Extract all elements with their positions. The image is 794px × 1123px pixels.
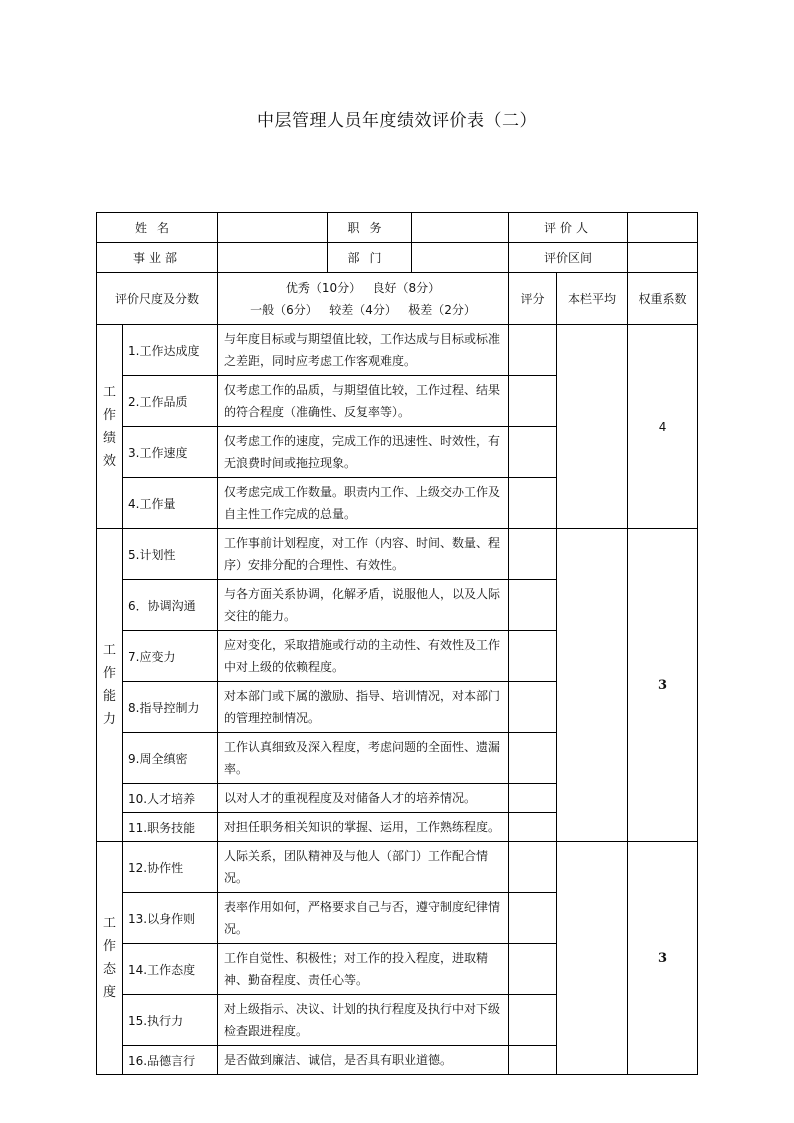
period-field[interactable] <box>628 243 698 273</box>
item-name: 3.工作速度 <box>123 427 218 478</box>
item-name: 5.计划性 <box>123 529 218 580</box>
item-name: 9.周全缜密 <box>123 733 218 784</box>
name-label: 姓名 <box>97 213 218 243</box>
score-field[interactable] <box>509 893 557 944</box>
item-description: 仅考虑完成工作数量。职责内工作、上级交办工作及自主性工作完成的总量。 <box>218 478 509 529</box>
item-description: 仅考虑工作的速度，完成工作的迅速性、时效性，有无浪费时间或拖拉现象。 <box>218 427 509 478</box>
category-average-field[interactable] <box>557 529 628 842</box>
score-field[interactable] <box>509 995 557 1046</box>
item-name: 2.工作品质 <box>123 376 218 427</box>
category-weight: 3 <box>628 529 698 842</box>
division-field[interactable] <box>218 243 328 273</box>
score-field[interactable] <box>509 813 557 842</box>
item-name: 11.职务技能 <box>123 813 218 842</box>
item-name: 13.以身作则 <box>123 893 218 944</box>
avg-label: 本栏平均 <box>557 273 628 325</box>
item-name: 7.应变力 <box>123 631 218 682</box>
evaluator-label: 评价人 <box>509 213 628 243</box>
score-label: 评分 <box>509 273 557 325</box>
item-description: 与各方面关系协调，化解矛盾，说服他人，以及人际交往的能力。 <box>218 580 509 631</box>
weight-label: 权重系数 <box>628 273 698 325</box>
item-name: 12.协作性 <box>123 842 218 893</box>
evaluation-form <box>96 212 698 1075</box>
item-name: 1.工作达成度 <box>123 325 218 376</box>
header-row-2 <box>97 243 698 273</box>
item-description: 表率作用如何，严格要求自己与否，遵守制度纪律情况。 <box>218 893 509 944</box>
evaluator-field[interactable] <box>628 213 698 243</box>
score-field[interactable] <box>509 325 557 376</box>
item-description: 以对人才的重视程度及对储备人才的培养情况。 <box>218 784 509 813</box>
position-label: 职务 <box>328 213 412 243</box>
scale-label: 评价尺度及分数 <box>97 273 218 325</box>
item-description: 工作自觉性、积极性；对工作的投入程度，进取精神、勤奋程度、责任心等。 <box>218 944 509 995</box>
scale-line-1: 优秀（10分） 良好（8分） <box>285 280 441 295</box>
item-row <box>97 325 698 376</box>
department-label: 部门 <box>328 243 412 273</box>
category-name: 工作能力 <box>102 643 116 727</box>
score-field[interactable] <box>509 529 557 580</box>
category-average-field[interactable] <box>557 325 628 529</box>
item-description: 工作认真细致及深入程度，考虑问题的全面性、遗漏率。 <box>218 733 509 784</box>
category-name: 工作绩效 <box>102 384 116 469</box>
position-field[interactable] <box>412 213 509 243</box>
score-field[interactable] <box>509 842 557 893</box>
item-description: 仅考虑工作的品质，与期望值比较，工作过程、结果的符合程度（准确性、反复率等）。 <box>218 376 509 427</box>
category-average-field[interactable] <box>557 842 628 1075</box>
item-description: 是否做到廉洁、诚信，是否具有职业道德。 <box>218 1046 509 1075</box>
score-field[interactable] <box>509 682 557 733</box>
item-row <box>97 842 698 893</box>
department-field[interactable] <box>412 243 509 273</box>
category-label <box>97 529 123 842</box>
category-weight: 4 <box>628 325 698 529</box>
item-description: 对本部门或下属的激励、指导、培训情况，对本部门的管理控制情况。 <box>218 682 509 733</box>
item-name: 8.指导控制力 <box>123 682 218 733</box>
scale-line-2: 一般（6分） 较差（4分） 极差（2分） <box>250 302 476 317</box>
score-field[interactable] <box>509 376 557 427</box>
item-description: 与年度目标或与期望值比较，工作达成与目标或标准之差距，同时应考虑工作客观难度。 <box>218 325 509 376</box>
score-field[interactable] <box>509 427 557 478</box>
division-label: 事业部 <box>97 243 218 273</box>
score-field[interactable] <box>509 1046 557 1075</box>
category-name: 工作态度 <box>102 916 116 1000</box>
score-field[interactable] <box>509 478 557 529</box>
item-description: 人际关系，团队精神及与他人（部门）工作配合情况。 <box>218 842 509 893</box>
header-row-1 <box>97 213 698 243</box>
item-description: 工作事前计划程度，对工作（内容、时间、数量、程序）安排分配的合理性、有效性。 <box>218 529 509 580</box>
item-description: 应对变化，采取措施或行动的主动性、有效性及工作中对上级的依赖程度。 <box>218 631 509 682</box>
page-title: 中层管理人员年度绩效评价表（二） <box>257 111 537 131</box>
scale-description <box>218 273 509 325</box>
item-row <box>97 529 698 580</box>
name-field[interactable] <box>218 213 328 243</box>
score-field[interactable] <box>509 631 557 682</box>
item-name: 4.工作量 <box>123 478 218 529</box>
item-name: 16.品德言行 <box>123 1046 218 1075</box>
score-field[interactable] <box>509 733 557 784</box>
item-description: 对担任职务相关知识的掌握、运用，工作熟练程度。 <box>218 813 509 842</box>
category-weight: 3 <box>628 842 698 1075</box>
item-description: 对上级指示、决议、计划的执行程度及执行中对下级检查跟进程度。 <box>218 995 509 1046</box>
score-field[interactable] <box>509 944 557 995</box>
item-name: 6．协调沟通 <box>123 580 218 631</box>
score-field[interactable] <box>509 580 557 631</box>
period-label: 评价区间 <box>509 243 628 273</box>
category-label <box>97 842 123 1075</box>
score-field[interactable] <box>509 784 557 813</box>
item-name: 10.人才培养 <box>123 784 218 813</box>
category-label <box>97 325 123 529</box>
item-name: 15.执行力 <box>123 995 218 1046</box>
scale-row <box>97 273 698 325</box>
item-name: 14.工作态度 <box>123 944 218 995</box>
